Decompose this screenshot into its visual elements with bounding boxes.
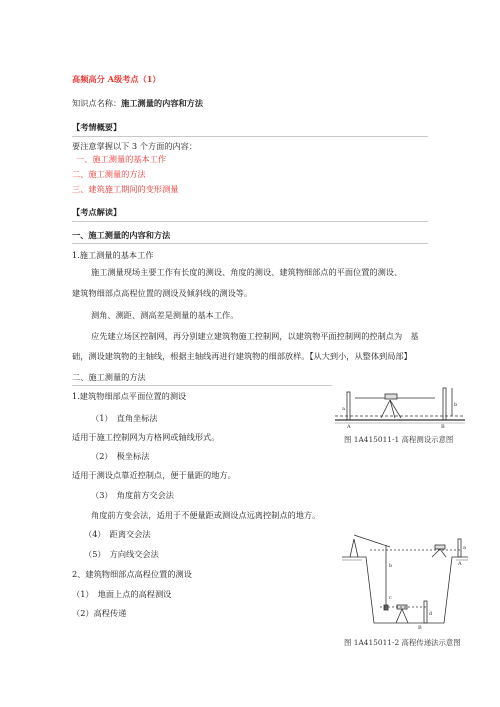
divider [72, 136, 428, 137]
knowledge-prefix: 知识点名称： [72, 98, 122, 108]
figure2-label: A [458, 561, 462, 567]
section-title: 一、施工测量的内容和方法 [72, 230, 171, 240]
knowledge-name: 施工测量的内容和方法 [121, 98, 204, 108]
paragraph-line: 应先建立场区控制网，再分别建立建筑物施工控制网，以建筑物平面控制网的控制点为 基 [91, 331, 419, 341]
figure2-label: c [389, 595, 392, 601]
figure1-label: B [441, 424, 445, 428]
divider [72, 221, 428, 222]
figure1-caption: 图 1A415011-1 高程测设示意图 [344, 435, 454, 444]
paragraph-line: 测角、测距、测高差是测量的基本工作。 [91, 310, 239, 320]
figure1-label: b [454, 402, 458, 408]
figure1-label: A [347, 424, 351, 428]
figure2-label: a [463, 545, 466, 551]
figure2-label: d [429, 611, 433, 617]
divider [72, 385, 332, 386]
overview-item: 三、建筑施工期间的变形测量 [72, 184, 179, 194]
overview-item: 一、施工测量的基本工作 [76, 154, 167, 164]
method-item: （5） 方向线交会法 [84, 549, 159, 559]
page-title: 高频高分 A级考点（1） [72, 74, 161, 84]
method-item: （2） 极坐标法 [91, 451, 150, 461]
subsection-title: 1.施工测量的基本工作 [72, 250, 154, 260]
method-item: （4） 距离交会法 [84, 529, 151, 539]
overview-heading: 【考情概要】 [72, 122, 122, 132]
knowledge-point [72, 98, 203, 109]
figure2-caption: 图 1A415011-2 高程传递法示意图 [344, 638, 461, 647]
overview-intro: 要注意掌握以下 3 个方面的内容： [72, 141, 198, 151]
overview-item: 二、施工测量的方法 [72, 169, 146, 179]
method-desc: 角度前方变会法，适用于不便量距或测设点远离控制点的地方。 [91, 510, 321, 520]
section-title: 二、施工测量的方法 [72, 372, 146, 382]
method-desc: 适用于测设点靠近控制点，便于量距的地方。 [72, 470, 236, 480]
figure2-label: b [389, 563, 393, 569]
method-desc: 适用于施工控制网为方格网或轴线形式。 [72, 432, 220, 442]
interpretation-heading: 【考点解读】 [72, 207, 122, 217]
subsection-title: 2、建筑物细部点高程位置的测设 [72, 569, 192, 579]
method-item: （3） 角度前方交会法 [91, 490, 174, 500]
figure-leveling-diagram [335, 378, 465, 428]
method-item: （1） 直角坐标法 [91, 413, 158, 423]
paragraph-line: 础，测设建筑物的主轴线，根据主轴线再进行建筑物的细部放样。【从大到小，从整体到局部】 [72, 351, 412, 361]
paragraph-line: 施工测量现场主要工作有长度的测设、角度的测设、建筑物细部点的平面位置的测设、 [91, 267, 403, 277]
paragraph-line: 建筑物细部点高程位置的测设及倾斜线的测设等。 [72, 288, 253, 298]
subsection-title: 1.建筑物细部点平面位置的测设 [72, 391, 187, 401]
method-item: （2）高程传递 [72, 608, 127, 618]
figure2-label: B [418, 625, 422, 631]
method-item: （1） 地面上点的高程测设 [72, 589, 172, 599]
figure1-label: a [342, 406, 345, 412]
divider [72, 243, 428, 244]
figure-elevation-transfer-diagram [340, 527, 470, 632]
